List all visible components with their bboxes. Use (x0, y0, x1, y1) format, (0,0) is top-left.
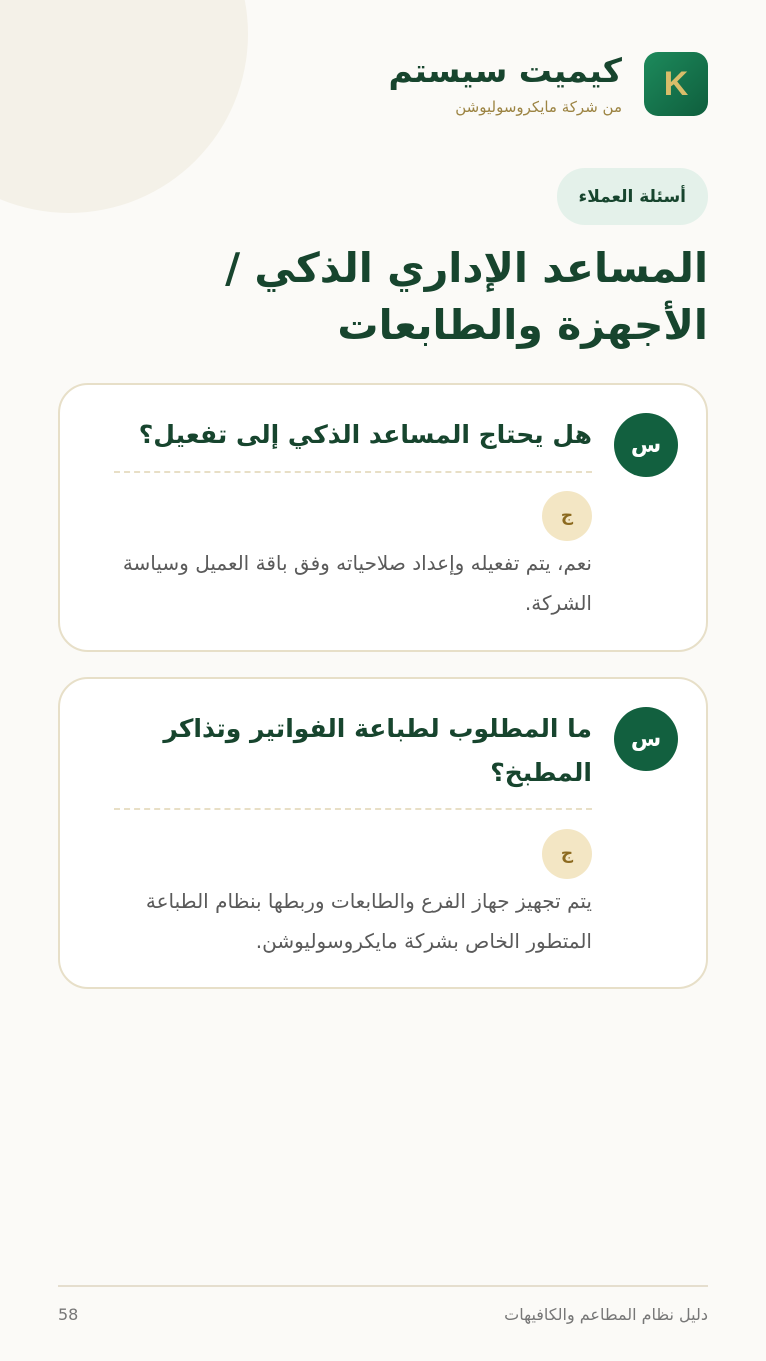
answer-icon: ج (542, 829, 592, 879)
faq-answer: نعم، يتم تفعيله وإعداد صلاحياته وفق باقة العميل وسياسة الشركة. (122, 551, 592, 615)
footer-divider (58, 1285, 708, 1287)
faq-question: ما المطلوب لطباعة الفواتير وتذاكر المطبخ؟ (163, 714, 592, 787)
answer-icon: ج (542, 491, 592, 541)
faq-question: هل يحتاج المساعد الذكي إلى تفعيل؟ (138, 420, 592, 449)
question-icon: س (614, 413, 678, 477)
faq-card (58, 677, 708, 989)
page-title: المساعد الإداري الذكي / الأجهزة والطابعات (225, 244, 708, 350)
brand-header (388, 52, 708, 116)
faq-card (58, 383, 708, 652)
brand-logo: K (644, 52, 708, 116)
faq-divider (114, 471, 592, 473)
brand-subtitle: من شركة مايكروسوليوشن (455, 97, 622, 116)
question-icon: س (614, 707, 678, 771)
brand-text (388, 52, 622, 116)
decorative-circle (0, 0, 248, 213)
faq-divider (114, 808, 592, 810)
footer-guide-title: دليل نظام المطاعم والكافيهات (504, 1305, 708, 1324)
faq-answer: يتم تجهيز جهاز الفرع والطابعات وربطها بنظام الطباعة المتطور الخاص بشركة مايكروسوليوشن. (145, 889, 592, 953)
section-badge: أسئلة العملاء (557, 168, 708, 225)
brand-name: كيميت سيستم (388, 51, 622, 91)
page-number: 58 (58, 1305, 79, 1324)
